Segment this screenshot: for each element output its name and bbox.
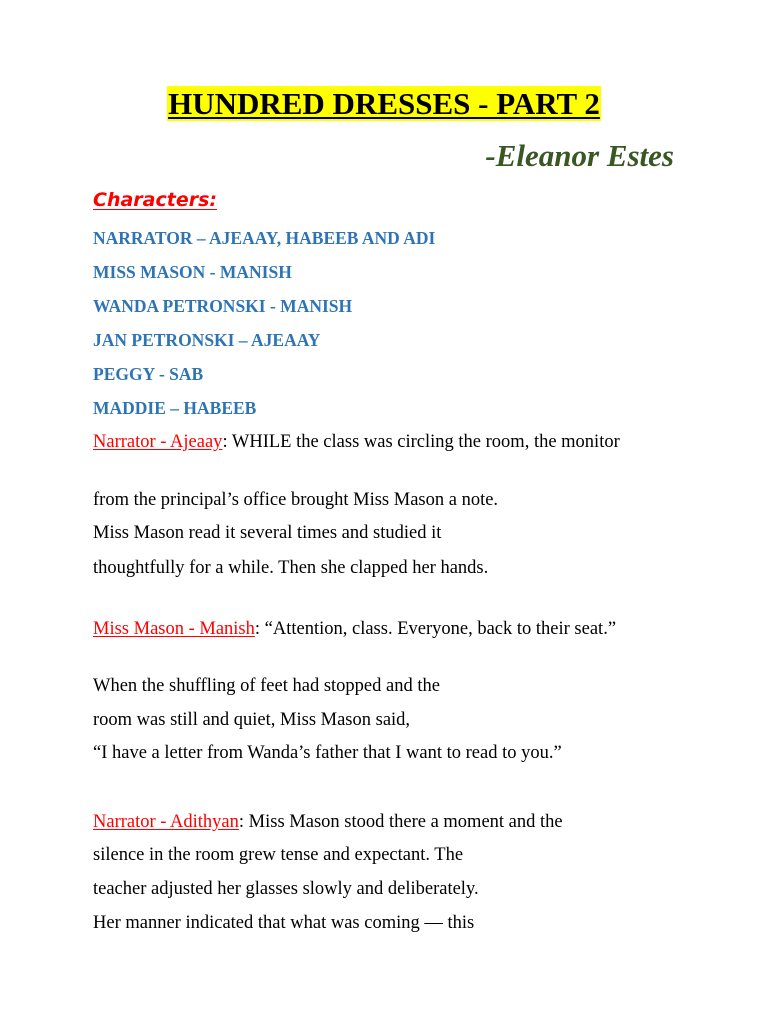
characters-heading: Characters: — [93, 189, 217, 211]
dialogue-line: When the shuffling of feet had stopped and the — [93, 676, 440, 696]
dialogue-first-line — [93, 617, 653, 641]
dialogue-first-line — [93, 430, 653, 454]
dialogue-text: : WHILE the class was circling the room, the monitor — [222, 432, 620, 452]
speaker-label: Narrator - Ajeaay — [93, 432, 223, 452]
cast-line: MADDIE – HABEEB — [93, 398, 257, 418]
dialogue-first-line — [93, 810, 653, 834]
dialogue-text: : “Attention, class. Everyone, back to their seat.” — [254, 619, 617, 639]
dialogue-line: teacher adjusted her glasses slowly and deliberately. — [93, 879, 479, 899]
dialogue-line: from the principal’s office brought Miss Mason a note. — [93, 490, 499, 510]
dialogue-line: Her manner indicated that what was coming — this — [93, 913, 475, 933]
dialogue-text: : Miss Mason stood there a moment and the — [238, 812, 563, 832]
dialogue-line: “I have a letter from Wanda’s father that I want to read to you.” — [93, 743, 562, 763]
cast-line: WANDA PETRONSKI - MANISH — [93, 296, 353, 316]
dialogue-line: silence in the room grew tense and expectant. The — [93, 845, 464, 865]
author-line: -Eleanor Estes — [485, 138, 674, 173]
cast-line: NARRATOR – AJEAAY, HABEEB AND ADI — [93, 228, 436, 248]
cast-line: JAN PETRONSKI – AJEAAY — [93, 330, 321, 350]
document-title-text: HUNDRED DRESSES - PART 2 — [168, 86, 600, 121]
dialogue-line: Miss Mason read it several times and studied it — [93, 523, 442, 543]
dialogue-line: thoughtfully for a while. Then she clapped her hands. — [93, 558, 489, 578]
document-title — [0, 84, 768, 124]
speaker-label: Miss Mason - Manish — [93, 619, 255, 639]
cast-line: MISS MASON - MANISH — [93, 262, 292, 282]
cast-line: PEGGY - SAB — [93, 364, 204, 384]
dialogue-line: room was still and quiet, Miss Mason said, — [93, 710, 411, 730]
speaker-label: Narrator - Adithyan — [93, 812, 239, 832]
